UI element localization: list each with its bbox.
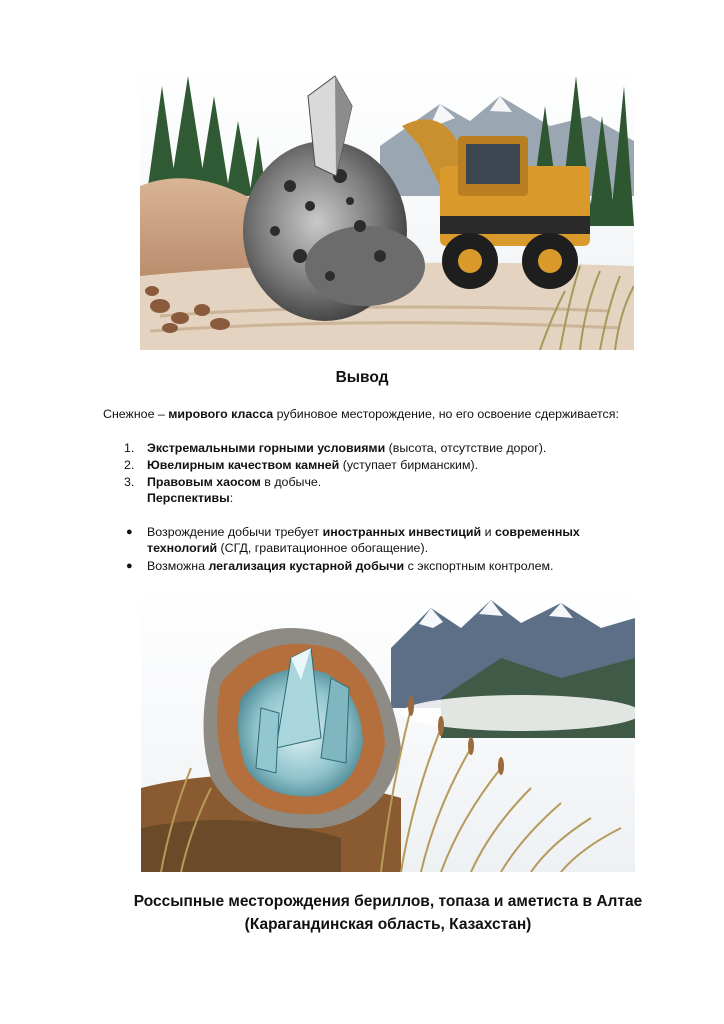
list-item-text [147, 558, 627, 574]
list-marker: 1. [124, 441, 135, 455]
bullet-icon: ● [126, 560, 133, 572]
top-illustration [140, 66, 634, 350]
list-item-text [147, 457, 478, 473]
crystal-rock-and-wheel-loader-illustration [140, 66, 634, 350]
perspectives-label-text: Перспективы [147, 491, 230, 505]
bullet-icon: ● [126, 526, 133, 538]
list-item-rest: в добыче. [260, 475, 322, 489]
list-item-bold: современных технологий [147, 525, 580, 555]
list-item-text [147, 474, 321, 490]
section-title-line-1: Россыпные месторождения бериллов, топаза и аметиста в Алтае [133, 893, 643, 910]
intro-text-bold: мирового класса [168, 407, 274, 421]
list-item-bold: иностранных инвестиций [322, 525, 482, 539]
conclusion-heading: Вывод [335, 369, 389, 386]
list-item-text [147, 440, 546, 456]
list-item-text-part: с экспортным контролем. [404, 559, 554, 573]
intro-text-before: Снежное – [103, 407, 169, 421]
section-title-line-2: (Карагандинская область, Казахстан) [244, 916, 532, 933]
list-item-bold: Правовым хаосом [147, 475, 261, 489]
intro-text-after: рубиновое месторождение, но его освоение сдерживается: [273, 407, 619, 421]
list-item-text-part: (СГД, гравитационное обогащение). [217, 541, 429, 555]
crystal-geode-in-mountain-grass-illustration [141, 588, 635, 872]
list-item-bold: Экстремальными горными условиями [147, 441, 386, 455]
conclusion-intro [103, 406, 703, 422]
list-item-text [147, 524, 627, 556]
list-marker: 2. [124, 458, 135, 472]
bottom-illustration [141, 588, 635, 872]
list-item-text-part: и [481, 525, 495, 539]
list-item-text-part: Возрождение добычи требует [147, 525, 323, 539]
list-marker: 3. [124, 475, 135, 489]
perspectives-label [147, 490, 233, 506]
list-item-text-part: Возможна [147, 559, 209, 573]
list-item-bold: Ювелирным качеством камней [147, 458, 340, 472]
list-item-rest: (уступает бирманским). [339, 458, 479, 472]
list-item-bold: легализация кустарной добычи [208, 559, 405, 573]
perspectives-label-colon: : [229, 491, 234, 505]
list-item-rest: (высота, отсутствие дорог). [385, 441, 547, 455]
